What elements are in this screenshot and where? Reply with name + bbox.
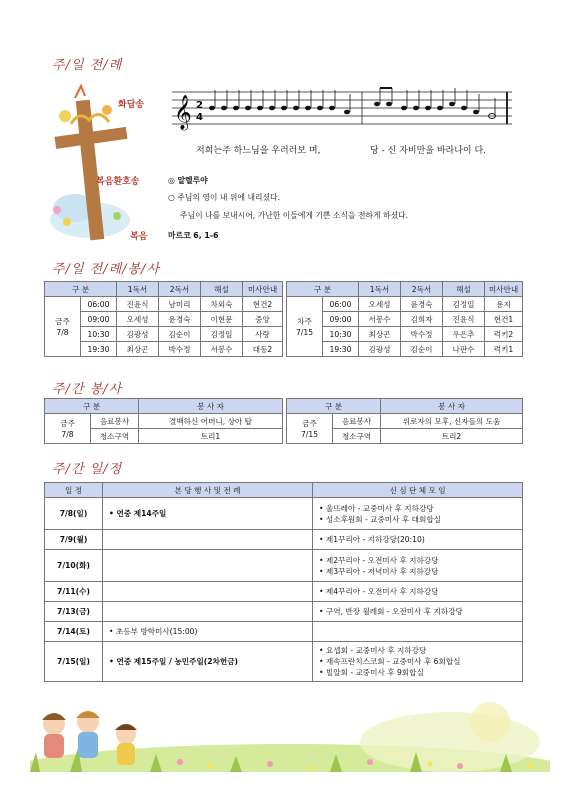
col-header: 2독서 [401, 282, 443, 297]
svg-text:4: 4 [196, 112, 203, 123]
group-meetings [313, 622, 523, 642]
alleluia-verse-2: 주님이 나를 보내시어, 가난한 이들에게 기쁜 소식을 전하게 하셨다. [180, 211, 409, 220]
parish-events [103, 530, 313, 550]
alleluia-head: ◎ 알렐루야 [168, 176, 208, 185]
table-cell: 김정일 [201, 327, 243, 342]
table-cell: 최상곤 [117, 342, 159, 357]
col-header: 1독서 [359, 282, 401, 297]
table-cell: 음료봉사 [91, 414, 139, 429]
table-cell: 19:30 [81, 342, 117, 357]
parish-events [103, 582, 313, 602]
table-cell: 청소구역 [91, 429, 139, 444]
table-cell: 나판수 [443, 342, 485, 357]
table-cell: 현건2 [243, 297, 283, 312]
table-cell: 오세성 [117, 312, 159, 327]
group-meetings: • 구역, 반장 월례회 - 오전미사 후 지하강당 [313, 602, 523, 622]
table-cell: 06:00 [323, 297, 359, 312]
table-cell: 트리1 [139, 429, 283, 444]
schedule-date: 7/9(월) [45, 530, 103, 550]
col-header: 봉 사 자 [381, 399, 523, 414]
col-header: 미사안내 [485, 282, 523, 297]
parish-events [103, 602, 313, 622]
parish-events: • 연중 제14주일 [103, 498, 313, 530]
table-cell: 우은추 [443, 327, 485, 342]
col-header: 구 분 [287, 282, 359, 297]
hymn-lyric-2: 당 - 신 자비만을 바라나이 다. [370, 146, 487, 156]
col-header: 신 심 단 체 모 임 [313, 483, 523, 498]
table-cell: 김정일 [443, 297, 485, 312]
table-cell: 서봉수 [201, 342, 243, 357]
col-header: 구 분 [287, 399, 381, 414]
service-table-right [286, 398, 523, 444]
table-cell: 10:30 [81, 327, 117, 342]
table-cell: 용지 [485, 297, 523, 312]
responsorial-label: 화답송 [118, 100, 145, 110]
table-cell: 사랑 [243, 327, 283, 342]
table-cell: 청소구역 [333, 429, 381, 444]
week-cell: 금주 7/8 [45, 297, 81, 357]
group-meetings: • 울뜨레아 - 교중미사 후 지하강당 • 성소후원회 - 교중미사 후 대회합실 [313, 498, 523, 530]
group-meetings: • 제4꾸리아 - 오전미사 후 지하강당 [313, 582, 523, 602]
table-cell: 김희자 [401, 312, 443, 327]
table-cell: 진윤식 [117, 297, 159, 312]
table-cell: 서봉수 [359, 312, 401, 327]
table-cell: 음료봉사 [333, 414, 381, 429]
col-header: 구 분 [45, 282, 117, 297]
schedule-table [44, 482, 523, 682]
alleluia-label: 복음환호송 [96, 177, 140, 187]
table-cell: 김광성 [359, 342, 401, 357]
table-cell: 현건1 [485, 312, 523, 327]
table-cell: 남미리 [159, 297, 201, 312]
table-cell: 진윤식 [443, 312, 485, 327]
table-cell: 럭키2 [485, 327, 523, 342]
table-cell: 윤경숙 [401, 297, 443, 312]
gospel-reference: 마르코 6, 1-6 [168, 231, 219, 240]
parish-events: • 초등부 방학미사(15:00) [103, 622, 313, 642]
table-cell: 오세성 [359, 297, 401, 312]
music-staff [172, 86, 512, 132]
table-cell: 박수정 [159, 342, 201, 357]
ministry-table-right [286, 281, 523, 357]
col-header: 구 분 [45, 399, 139, 414]
table-cell: 트리2 [381, 429, 523, 444]
ministry-table-left [44, 281, 283, 357]
col-header: 일 정 [45, 483, 103, 498]
schedule-date: 7/11(수) [45, 582, 103, 602]
table-cell: 김순이 [401, 342, 443, 357]
table-cell: 김순이 [159, 327, 201, 342]
liturgy-title: 주/일 전/례 [52, 58, 123, 73]
children-meadow-illustration [30, 682, 550, 772]
col-header: 1독서 [117, 282, 159, 297]
table-cell: 대동2 [243, 342, 283, 357]
group-meetings: • 제1꾸리아 - 지하강당(20:10) [313, 530, 523, 550]
schedule-date: 7/8(일) [45, 498, 103, 530]
service-table-left [44, 398, 283, 444]
svg-text:𝄞: 𝄞 [174, 95, 192, 130]
svg-text:2: 2 [196, 100, 203, 111]
week-cell: 금주 7/8 [45, 414, 91, 444]
gospel-label: 복음 [130, 232, 148, 242]
table-cell: 윤경숙 [159, 312, 201, 327]
schedule-title: 주/간 일/정 [52, 462, 123, 477]
col-header: 해설 [201, 282, 243, 297]
ministry-title: 주/일 전/례/봉/사 [52, 262, 160, 277]
table-cell: 09:00 [81, 312, 117, 327]
table-cell: 최상곤 [359, 327, 401, 342]
table-cell: 09:00 [323, 312, 359, 327]
parish-events: • 연중 제15주일 / 농민주일(2차헌금) [103, 642, 313, 682]
col-header: 2독서 [159, 282, 201, 297]
table-cell: 이현문 [201, 312, 243, 327]
table-cell: 럭키1 [485, 342, 523, 357]
table-cell: 06:00 [81, 297, 117, 312]
table-cell: 김광성 [117, 327, 159, 342]
group-meetings: • 제2꾸리아 - 오전미사 후 지하강당 • 제3꾸리아 - 저녁미사 후 지하강당 [313, 550, 523, 582]
table-cell: 차외숙 [201, 297, 243, 312]
parish-events [103, 550, 313, 582]
col-header: 해설 [443, 282, 485, 297]
table-cell: 19:30 [323, 342, 359, 357]
col-header: 봉 사 자 [139, 399, 283, 414]
alleluia-verse-1: ○ 주님의 영이 내 위에 내리셨다. [168, 193, 281, 202]
schedule-date: 7/10(화) [45, 550, 103, 582]
table-cell: 10:30 [323, 327, 359, 342]
schedule-date: 7/15(일) [45, 642, 103, 682]
group-meetings: • 요셉회 - 교중미사 후 지하강당 • 재속프란치스코회 - 교중미사 후 6회합실 • 빌알회 - 교중미사 후 9회합실 [313, 642, 523, 682]
schedule-date: 7/13(금) [45, 602, 103, 622]
table-cell: 박수정 [401, 327, 443, 342]
table-cell: 결백하신 어머니, 상아 탑 [139, 414, 283, 429]
week-cell: 차주 7/15 [287, 297, 323, 357]
col-header: 본 당 행 사 및 전 례 [103, 483, 313, 498]
schedule-date: 7/14(토) [45, 622, 103, 642]
col-header: 미사안내 [243, 282, 283, 297]
hymn-lyric-1: 저희는주 하느님을 우러러보 며, [196, 146, 321, 156]
week-cell: 금주 7/15 [287, 414, 333, 444]
table-cell: 중앙 [243, 312, 283, 327]
service-title: 주/간 봉/사 [52, 382, 123, 397]
table-cell: 위로자의 모후, 신자들의 도움 [381, 414, 523, 429]
